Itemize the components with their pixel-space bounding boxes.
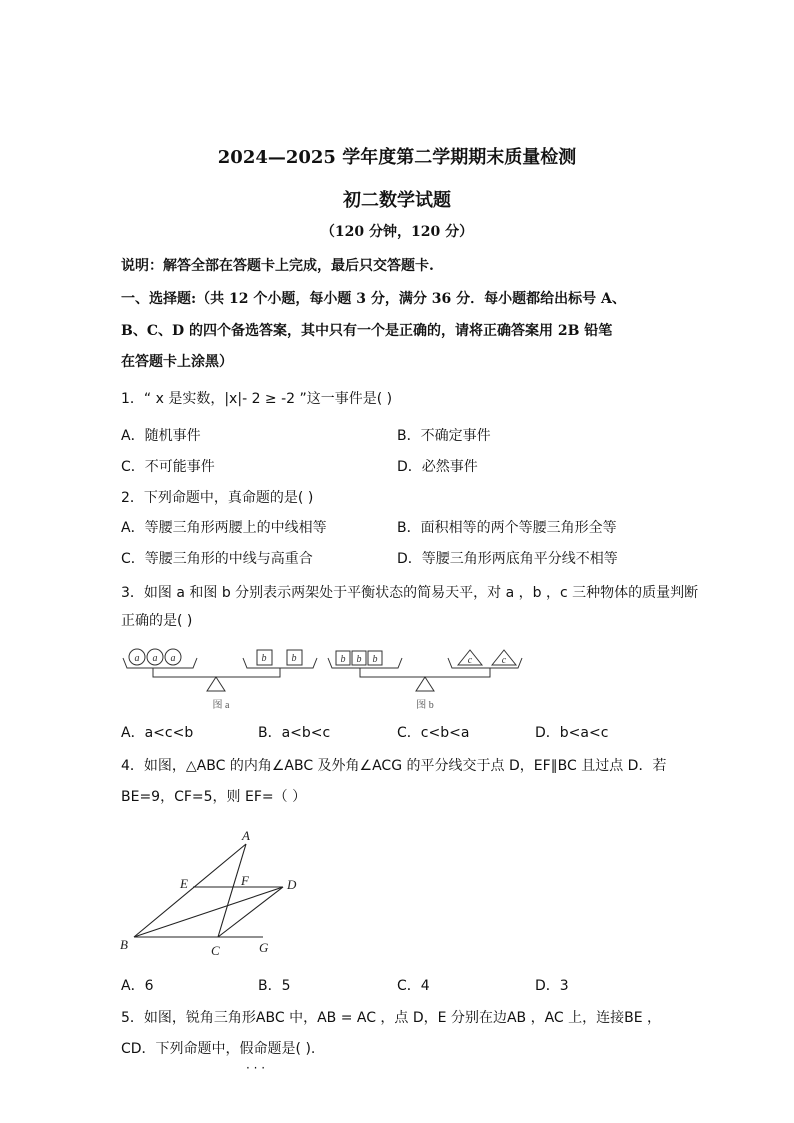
balance-a-fulcrum	[207, 677, 225, 691]
question-4-option-c: C．4	[397, 978, 430, 994]
point-label-e: E	[180, 876, 188, 891]
question-2-option-c: C．等腰三角形的中线与高重合	[121, 551, 313, 567]
balance-b-beam	[360, 668, 490, 677]
segment-ab	[134, 844, 246, 937]
question-4-stem-line1: 4．如图，△ABC 的内角∠ABC 及外角∠ACG 的平分线交于点 D，EF∥BC 且过点 D．若	[121, 758, 667, 774]
point-label-d: D	[287, 877, 297, 892]
balance-a-right-label-2: b	[291, 653, 297, 664]
question-1-option-d: D．必然事件	[397, 459, 478, 475]
section-heading-line2: B、C、D 的四个备选答案，其中只有一个是正确的，请将正确答案用 2B 铅笔	[121, 323, 613, 339]
question-4-option-d: D．3	[535, 978, 569, 994]
question-4-stem-line2: BE=9，CF=5，则 EF=（ ）	[121, 789, 307, 805]
point-label-f: F	[241, 873, 249, 888]
instructions-note: 说明：解答全部在答题卡上完成，最后只交答题卡.	[121, 258, 434, 274]
point-label-c: C	[211, 943, 220, 958]
question-3-option-a: A．a<c<b	[121, 725, 194, 741]
page-title: 2024—2025 学年度第二学期期末质量检测	[217, 147, 577, 168]
question-1-option-c: C．不可能事件	[121, 459, 215, 475]
balance-b-right-label-1: c	[467, 655, 473, 666]
balance-a-left-label-1: a	[134, 653, 140, 664]
question-4-option-a: A．6	[121, 978, 154, 994]
balance-b-left-label-2: b	[356, 654, 362, 665]
question-3-option-c: C．c<b<a	[397, 725, 470, 741]
balance-a-left-label-2: a	[152, 653, 158, 664]
balance-b-left-pan	[328, 658, 402, 668]
emphasis-dots: · · ·	[246, 1061, 266, 1075]
question-5-stem-line2: CD．下列命题中，假命题是( ).	[121, 1041, 316, 1057]
geometry-figure-q4	[115, 825, 305, 965]
question-3-option-d: D．b<a<c	[535, 725, 609, 741]
question-1-stem: 1．“ x 是实数，|x|- 2 ≥ -2 ”这一事件是( )	[121, 391, 393, 407]
time-score: （120 分钟，120 分）	[320, 224, 474, 240]
segment-cd	[218, 887, 283, 937]
question-3-stem-line1: 3．如图 a 和图 b 分别表示两架处于平衡状态的简易天平，对 a ，b ，c 三种物体的质量判断	[121, 585, 699, 601]
balance-a-caption: 图 a	[212, 700, 230, 711]
balance-b-fulcrum	[416, 677, 434, 691]
point-label-a: A	[242, 828, 250, 843]
question-1-option-b: B．不确定事件	[397, 428, 491, 444]
point-label-g: G	[259, 940, 269, 955]
balance-b-left-label-3: b	[372, 654, 378, 665]
balance-b-caption: 图 b	[416, 700, 434, 711]
question-5-stem-line1: 5．如图，锐角三角形ABC 中，AB = AC ，点 D，E 分别在边AB ，AC 上，连接BE ，	[121, 1010, 662, 1026]
question-2-option-b: B．面积相等的两个等腰三角形全等	[397, 520, 617, 536]
segment-bd	[134, 887, 283, 937]
balance-a-beam	[153, 668, 280, 677]
question-3-option-b: B．a<b<c	[258, 725, 331, 741]
section-heading-line3: 在答题卡上涂黑）	[121, 354, 233, 370]
balance-a-right-pan	[243, 658, 317, 668]
balance-a-left-label-3: a	[170, 653, 176, 664]
page-subtitle: 初二数学试题	[343, 190, 451, 211]
balance-b-left-label-1: b	[340, 654, 346, 665]
segment-ac	[218, 844, 246, 937]
question-1-option-a: A．随机事件	[121, 428, 201, 444]
question-4-option-b: B．5	[258, 978, 291, 994]
point-label-b: B	[120, 937, 128, 952]
balance-figures	[115, 640, 535, 720]
question-2-option-a: A．等腰三角形两腰上的中线相等	[121, 520, 327, 536]
balance-b-right-label-2: c	[501, 655, 507, 666]
section-heading-line1: 一、选择题:（共 12 个小题，每小题 3 分，满分 36 分．每小题都给出标号 A、	[121, 291, 626, 307]
question-3-stem-line2: 正确的是( )	[121, 613, 193, 629]
question-2-stem: 2．下列命题中，真命题的是( )	[121, 490, 314, 506]
balance-a-right-label-1: b	[261, 653, 267, 664]
question-2-option-d: D．等腰三角形两底角平分线不相等	[397, 551, 618, 567]
